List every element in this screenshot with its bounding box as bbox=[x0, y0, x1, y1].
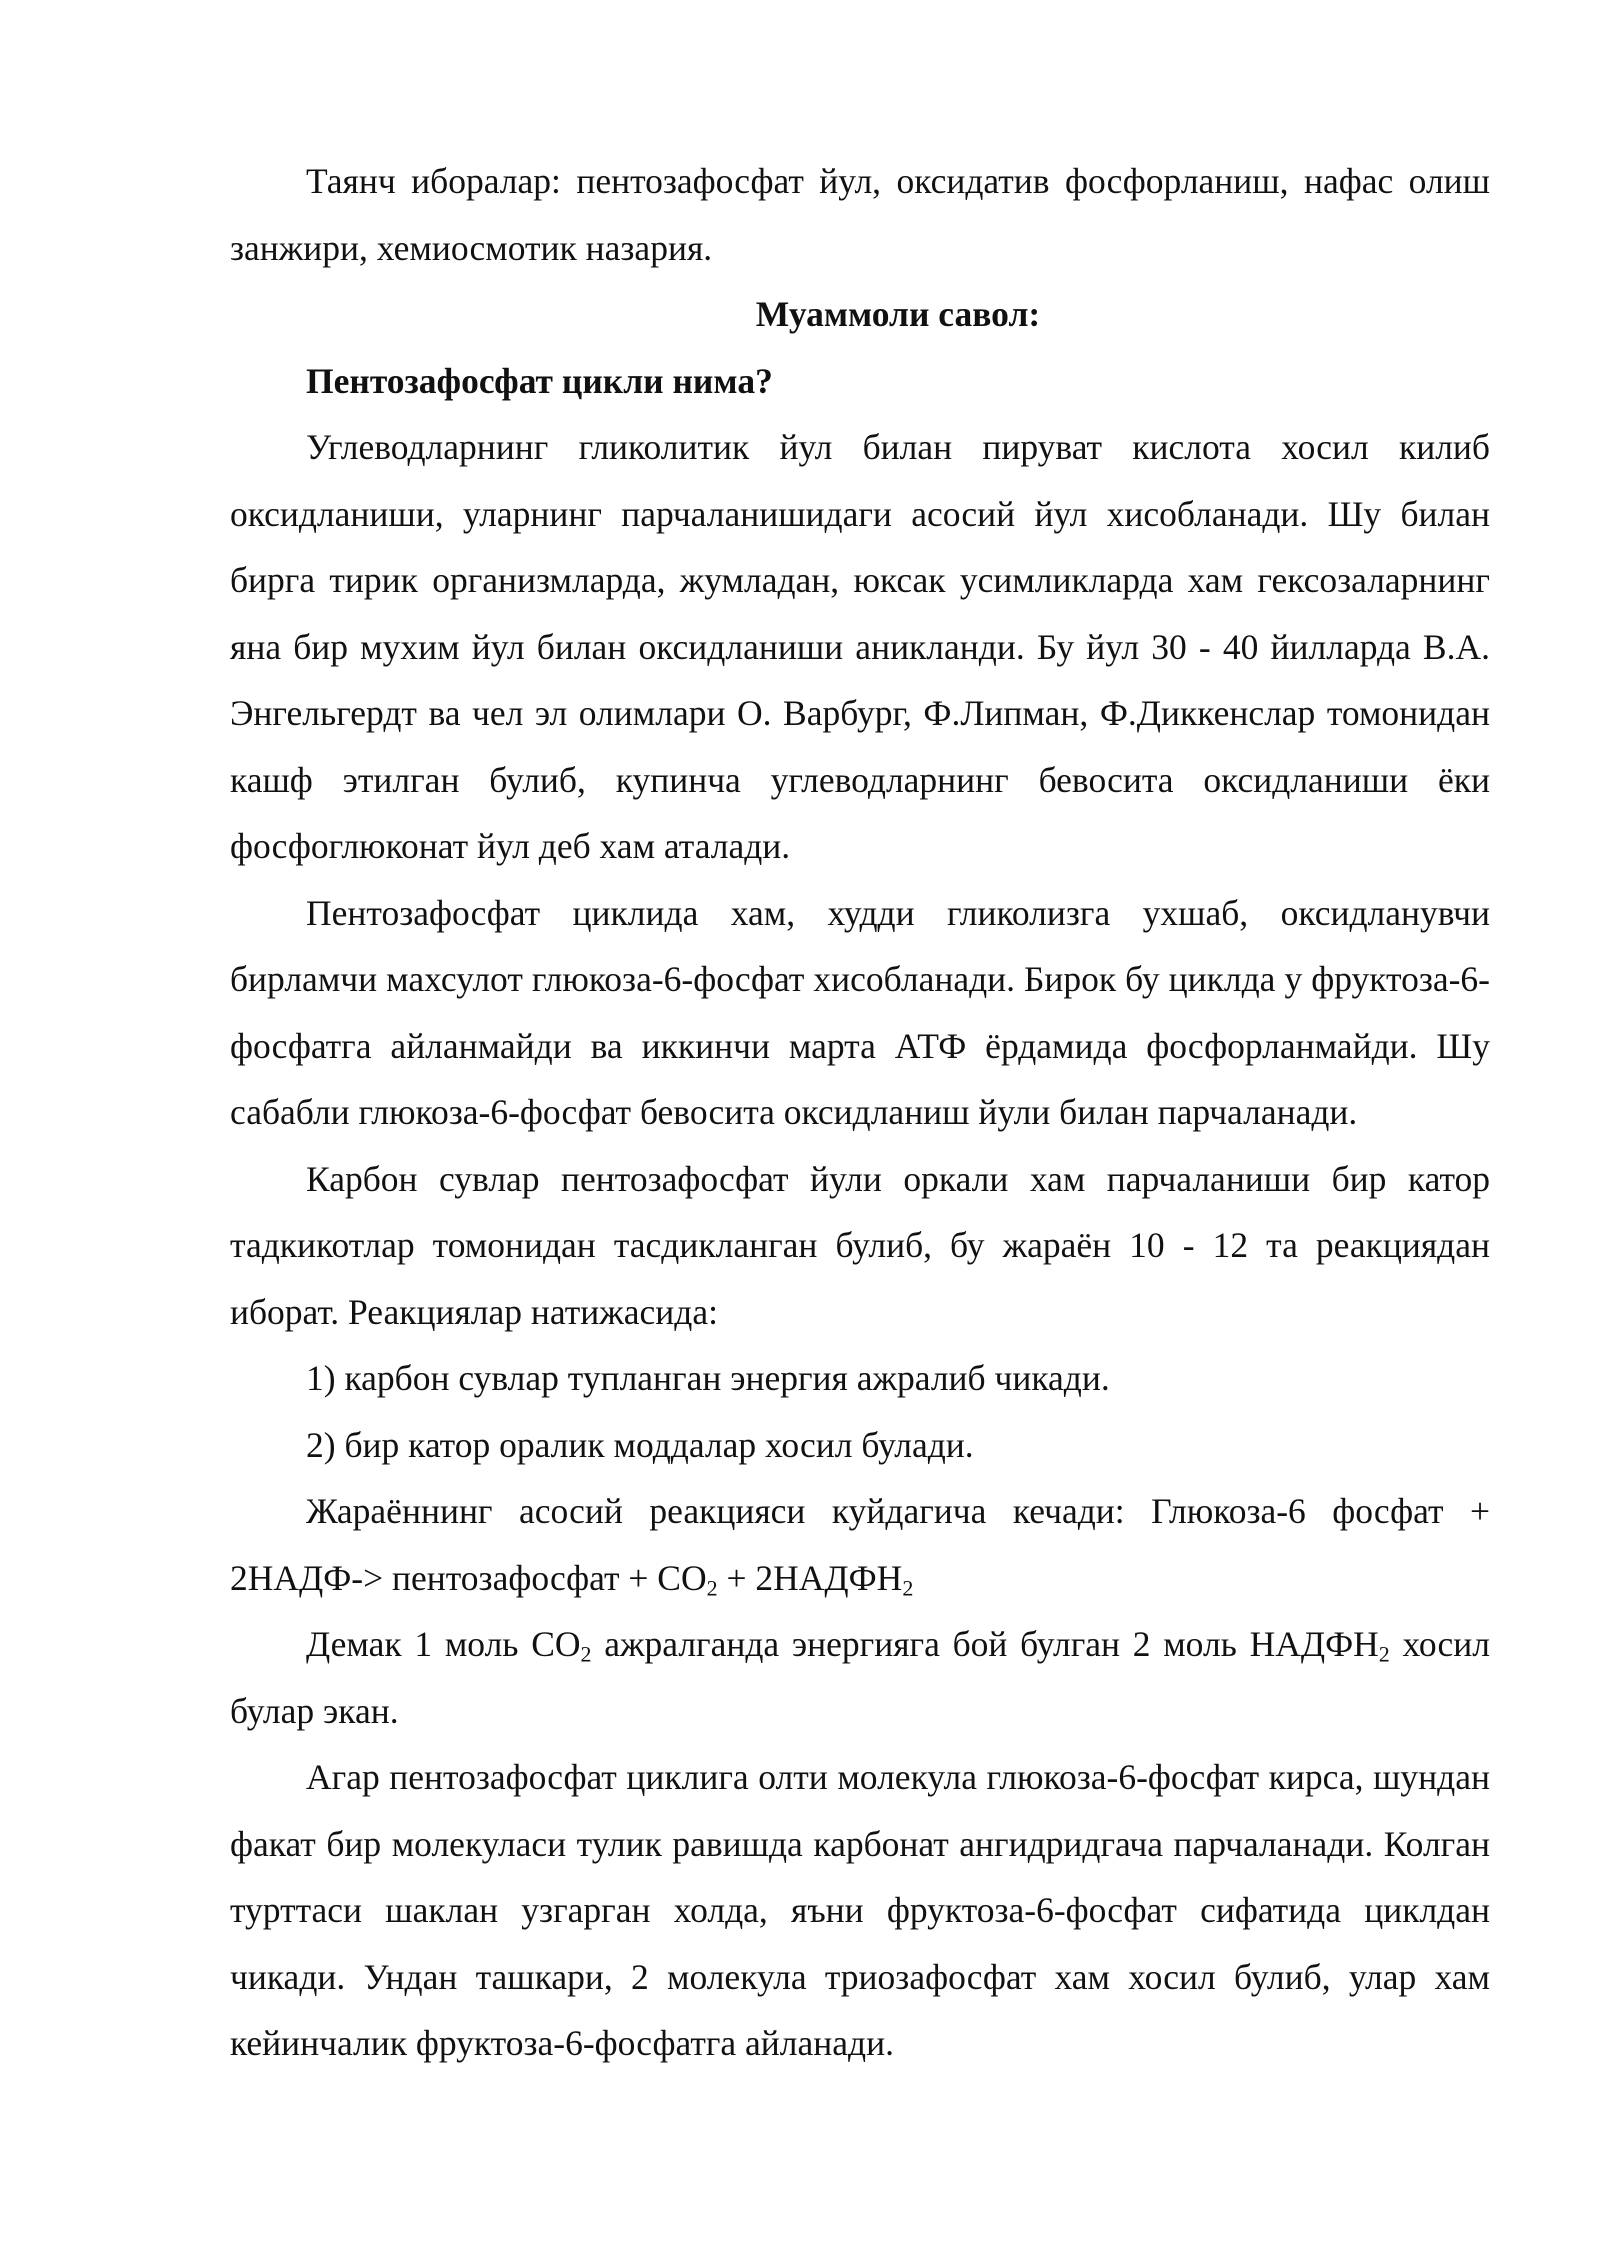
problem-heading: Муаммоли савол: bbox=[755, 294, 1041, 334]
list-item-2: 2) бир катор оралик моддалар хосил булади. bbox=[306, 1424, 974, 1465]
reaction-middle: + 2НАДФН bbox=[717, 1557, 903, 1598]
reaction-paragraph bbox=[230, 1478, 1490, 1611]
paragraph-final: Агар пентозафосфат циклига олти молекула глюкоза-6-фосфат кирса, шундан факат бир молекуласи тулик равишда карбонат ангидридгача парчаланади. Колган турттаси шаклан узгарган холда, яъни фруктоза-6-фосфат сифатида циклдан чикади. Ундан ташкари, 2 молекула триозафосфат хам хосил булиб, улар хам кейинчалик фруктоза-6-фосфатга айланади. bbox=[230, 1757, 1490, 2063]
paragraph-carbohydrates: Карбон сувлар пентозафосфат йули оркали хам парчаланиши бир катор тадкикотлар томонидан тасдикланган булиб, бу жараён 10 - 12 та реакциядан иборат. Реакциялар натижасида: bbox=[230, 1158, 1490, 1332]
paragraph-glycolysis: Углеводларнинг гликолитик йул билан пируват кислота хосил килиб оксидланиши, уларнинг парчаланишидаги асосий йул хисобланади. Шу билан бирга тирик организмларда, жумладан, юксак усимликларда хам гексозаларнинг яна бир мухим йул билан оксидланиши аникланди. Бу йул 30 - 40 йилларда В.А. Энгельгердт ва чел эл олимлари О. Варбург, Ф.Липман, Ф.Диккенслар томонидан кашф этилган булиб, купинча углеводларнинг бевосита оксидланиши ёки фосфоглюконат йул деб хам аталади. bbox=[230, 427, 1490, 866]
conclusion-paragraph bbox=[230, 1611, 1490, 1744]
keywords-paragraph: Таянч иборалар: пентозафосфат йул, оксидатив фосфорланиш, нафас олиш занжири, хемиосмотик назария. bbox=[230, 161, 1490, 268]
paragraph-pentose-cycle: Пентозафосфат циклида хам, худди гликолизга ухшаб, оксидланувчи бирламчи махсулот глюкоза-6-фосфат хисобланади. Бирок бу циклда у фруктоза-6-фосфатга айланмайди ва иккинчи марта АТФ ёрдамида фосфорланмайди. Шу сабабли глюкоза-6-фосфат бевосита оксидланиш йули билан парчаланади. bbox=[230, 892, 1490, 1132]
reaction-subscript-nadph: 2 bbox=[902, 1575, 914, 1600]
reaction-subscript-co2: 2 bbox=[706, 1575, 718, 1600]
conclusion-part1: Демак 1 моль СО bbox=[306, 1624, 581, 1664]
conclusion-subscript-nadph: 2 bbox=[1378, 1641, 1390, 1667]
question-heading: Пентозафосфат цикли нима? bbox=[306, 360, 773, 401]
reaction-intro: Жараённинг асосий реакцияси куйдагича кечади: Глюкоза-6 фосфат + 2НАДФ-> пентозафосфат + СО bbox=[230, 1491, 1490, 1598]
conclusion-part3: хосил булар экан. bbox=[230, 1624, 1490, 1731]
conclusion-subscript-co2: 2 bbox=[580, 1641, 592, 1667]
list-item-1: 1) карбон сувлар тупланган энергия ажралиб чикади. bbox=[306, 1358, 1110, 1398]
conclusion-part2: ажралганда энергияга бой булган 2 моль НАДФН bbox=[591, 1624, 1379, 1664]
document-page bbox=[230, 148, 1490, 2077]
